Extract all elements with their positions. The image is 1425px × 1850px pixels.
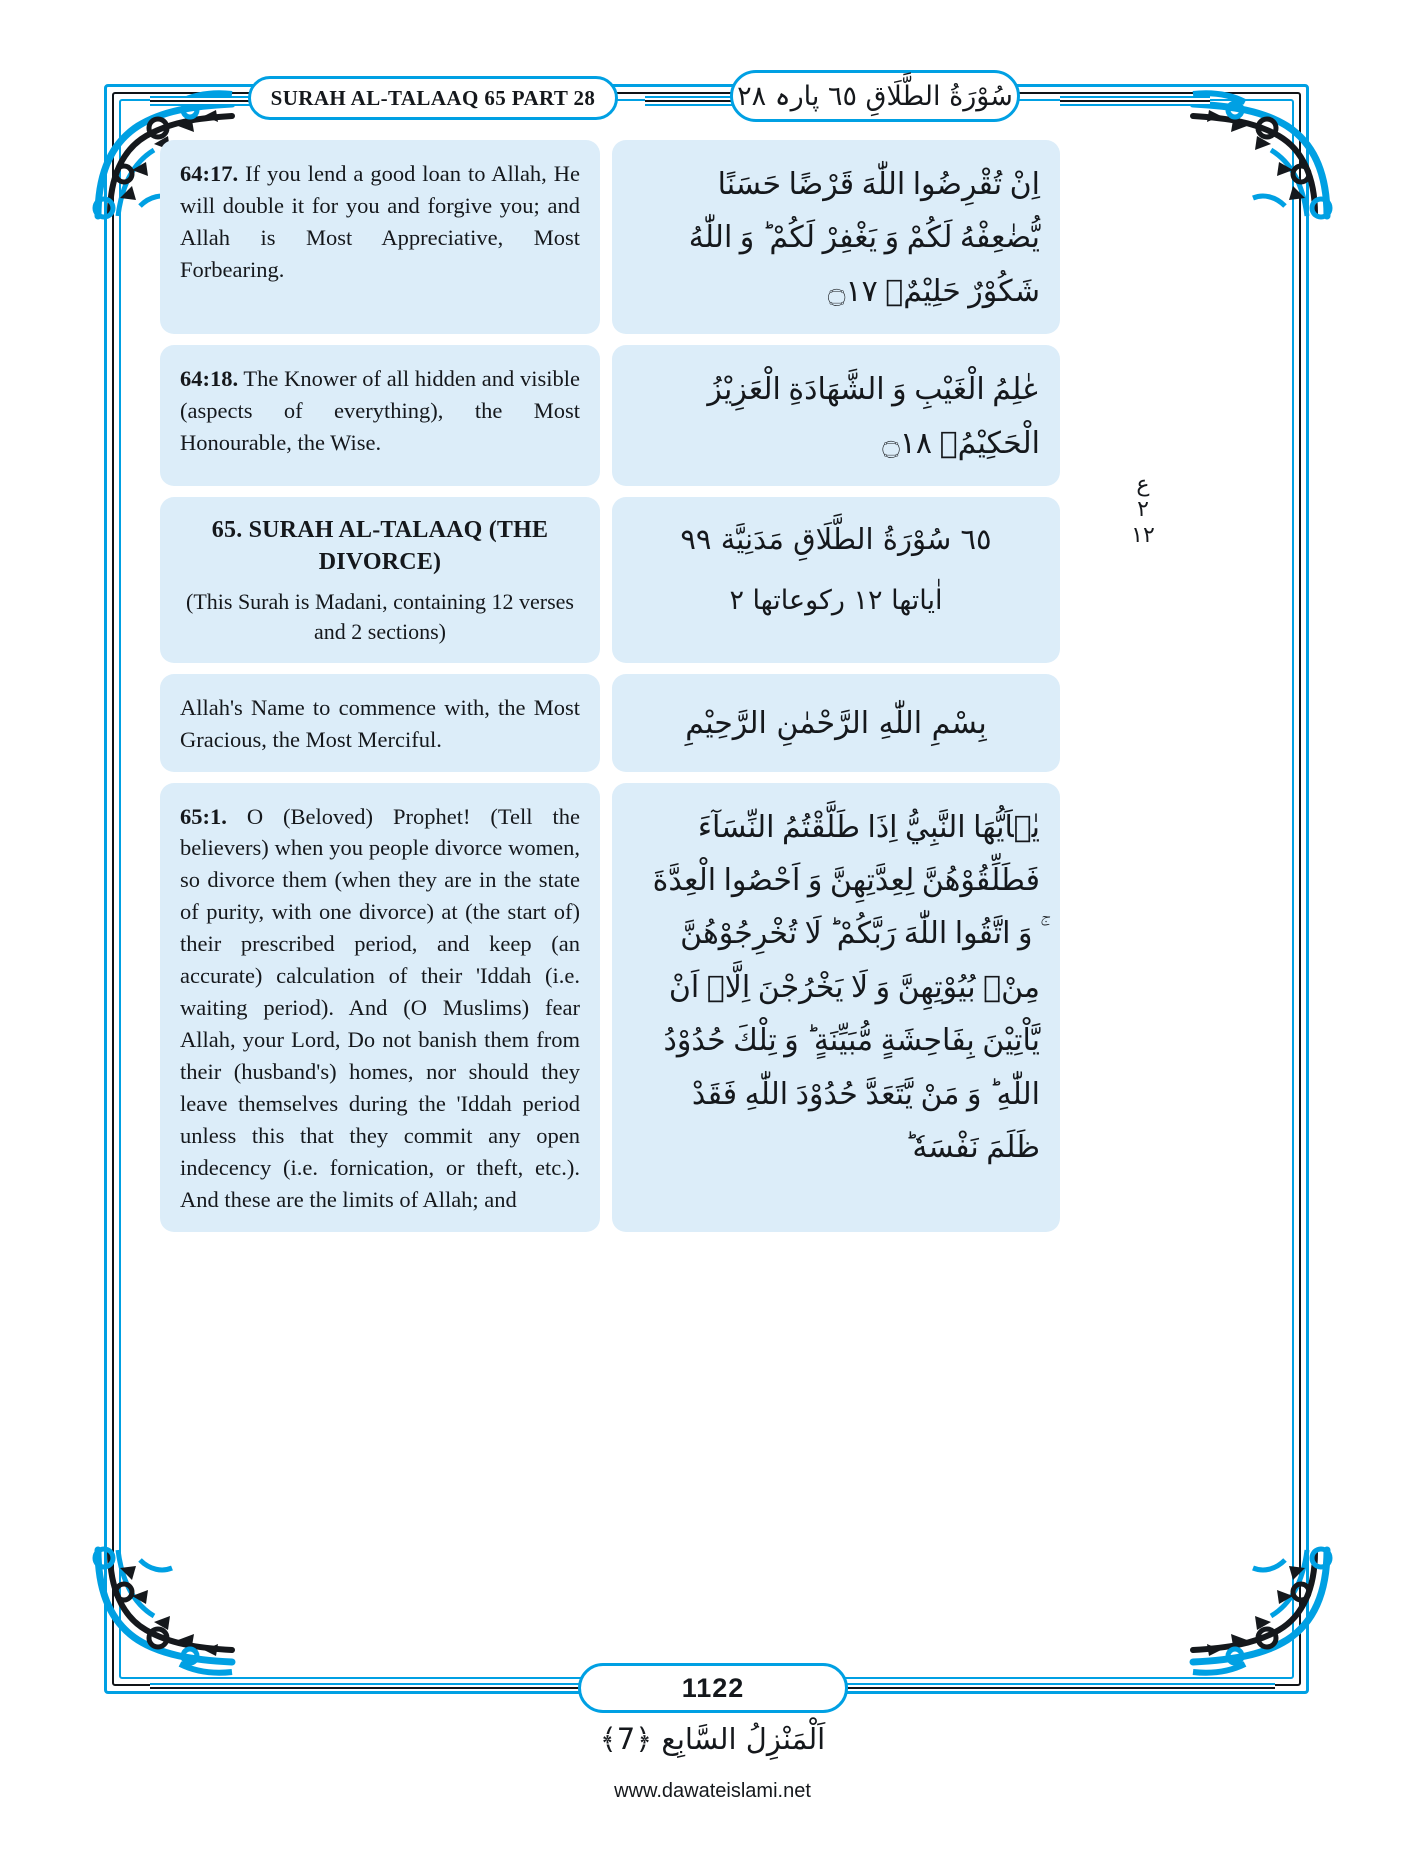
surah-title-english: 65. SURAH AL-TALAAQ (THE DIVORCE) [211,516,549,575]
footer-rule-right [845,1683,1275,1693]
verse-row [160,783,1060,1232]
ruku-marker-line-3: ١٢ [1131,522,1155,548]
header-rule-middle [645,96,735,106]
header-banner-arabic [730,70,1020,122]
page-number: 1122 [681,1672,745,1703]
ruku-marker-line-1: ع [1136,472,1150,498]
page-number-badge [578,1663,848,1713]
ruku-marker-line-2: ٢ [1137,497,1149,523]
surah-meta-arabic: اٰیاتها ١٢ رکوعاتها ٢ [729,585,943,617]
verse-text-arabic: عٰلِمُ الْغَيْبِ وَ الشَّهَادَةِ الْعَزِيْزُ الْحَكِيْمُ۠ ۝۱۸ [707,372,1040,461]
header-banner-english [248,76,618,120]
header-title-english: SURAH AL-TALAAQ 65 PART 28 [270,85,596,110]
surah-heading-cell-english [160,497,600,663]
corner-ornament-icon [80,1540,240,1700]
ruku-side-marker [1118,440,1168,580]
verse-body: If you lend a good loan to Allah, He will double it for you and forgive you; and Allah is Most Appreciative, Most Forbearing. [180,161,580,282]
surah-heading-arabic [632,515,1040,624]
corner-ornament-icon [1185,1540,1345,1700]
footer-rule-left [150,1683,580,1693]
verse-number: 64:18. [180,366,239,392]
verse-body: The Knower of all hidden and visible (aspects of everything), the Most Honourable, the Wise. [180,366,580,456]
header-rule-right [1060,96,1210,106]
bismillah-cell-english [160,674,600,772]
verse-cell-english [160,783,600,1232]
verse-row [160,345,1060,486]
bismillah-cell-arabic [612,674,1060,772]
verse-number: 65:1. [180,803,227,829]
bismillah-text-english: Allah's Name to commence with, the Most Gracious, the Most Merciful. [180,694,580,752]
verse-cell-english [160,345,600,486]
verse-cell-arabic [612,783,1060,1232]
site-url-label: www.dawateislami.net [614,1780,811,1802]
surah-heading-cell-arabic [612,497,1060,663]
verse-cell-arabic [612,140,1060,334]
verse-text-english [180,158,580,286]
surah-title-arabic: ٦٥ سُوْرَةُ الطَّلَاقِ مَدَنِیَّة ٩٩ [680,521,992,556]
manzil-label: اَلْمَنْزِلُ السَّابِع ﴿7﴾ [599,1722,826,1756]
bismillah-text-arabic: بِسْمِ اللّٰهِ الرَّحْمٰنِ الرَّحِيْمِ [685,705,987,741]
verse-text-english [180,363,580,459]
verse-text-arabic: يٰۤاَيُّهَا النَّبِيُّ اِذَا طَلَّقْتُمُ النِّسَآءَ فَطَلِّقُوْهُنَّ لِعِدَّتِهِنَّ وَ اَحْصُوا الْعِدَّةَ ۚ وَ اتَّقُوا اللّٰهَ رَبَّكُمْ ؕ لَا تُخْرِجُوْهُنَّ مِنْۢ بُيُوْتِهِنَّ وَ لَا يَخْرُجْنَ اِلَّاۤ اَنْ يَّاْتِيْنَ بِفَاحِشَةٍ مُّبَيِّنَةٍ ؕ وَ تِلْكَ حُدُوْدُ اللّٰهِ ؕ وَ مَنْ يَّتَعَدَّ حُدُوْدَ اللّٰهِ فَقَدْ ظَلَمَ نَفْسَهٗ ؕ [652,809,1040,1165]
verse-text-english [180,801,580,1216]
verse-body: O (Beloved) Prophet! (Tell the believers) when you people divorce women, so divorce them (when they are in the state of purity, with one divorce) at (the start of) their prescribed period, and keep (an accurate) calculation of their 'Iddah (i.e. waiting period). And (O Muslims) fear Allah, your Lord, Do not banish them from their (husband's) homes, nor should they leave themselves during the 'Iddah period unless this that they commit any open indecency (i.e. fornication, or theft, etc.). And these are the limits of Allah; and [180,803,580,1212]
corner-ornament-icon [1185,66,1345,226]
header-title-arabic: سُوْرَةُ الطَّلَاقِ ٦٥ پارہ ٢٨ [737,80,1013,112]
surah-heading-row [160,497,1060,663]
verse-table [160,140,1060,1440]
verse-row [160,140,1060,334]
surah-heading-english [180,515,580,647]
verse-number: 64:17. [180,161,239,186]
verse-cell-arabic [612,345,1060,486]
verse-text-arabic: اِنْ تُقْرِضُوا اللّٰهَ قَرْضًا حَسَنًا يُّضٰعِفْهُ لَكُمْ وَ يَغْفِرْ لَكُمْ ؕ وَ اللّٰهُ شَكُوْرٌ حَلِيْمٌۙ ۝۱۷ [688,167,1040,309]
surah-subtitle-english: (This Surah is Madani, containing 12 verses and 2 sections) [186,589,574,644]
bismillah-row [160,674,1060,772]
verse-cell-english [160,140,600,334]
